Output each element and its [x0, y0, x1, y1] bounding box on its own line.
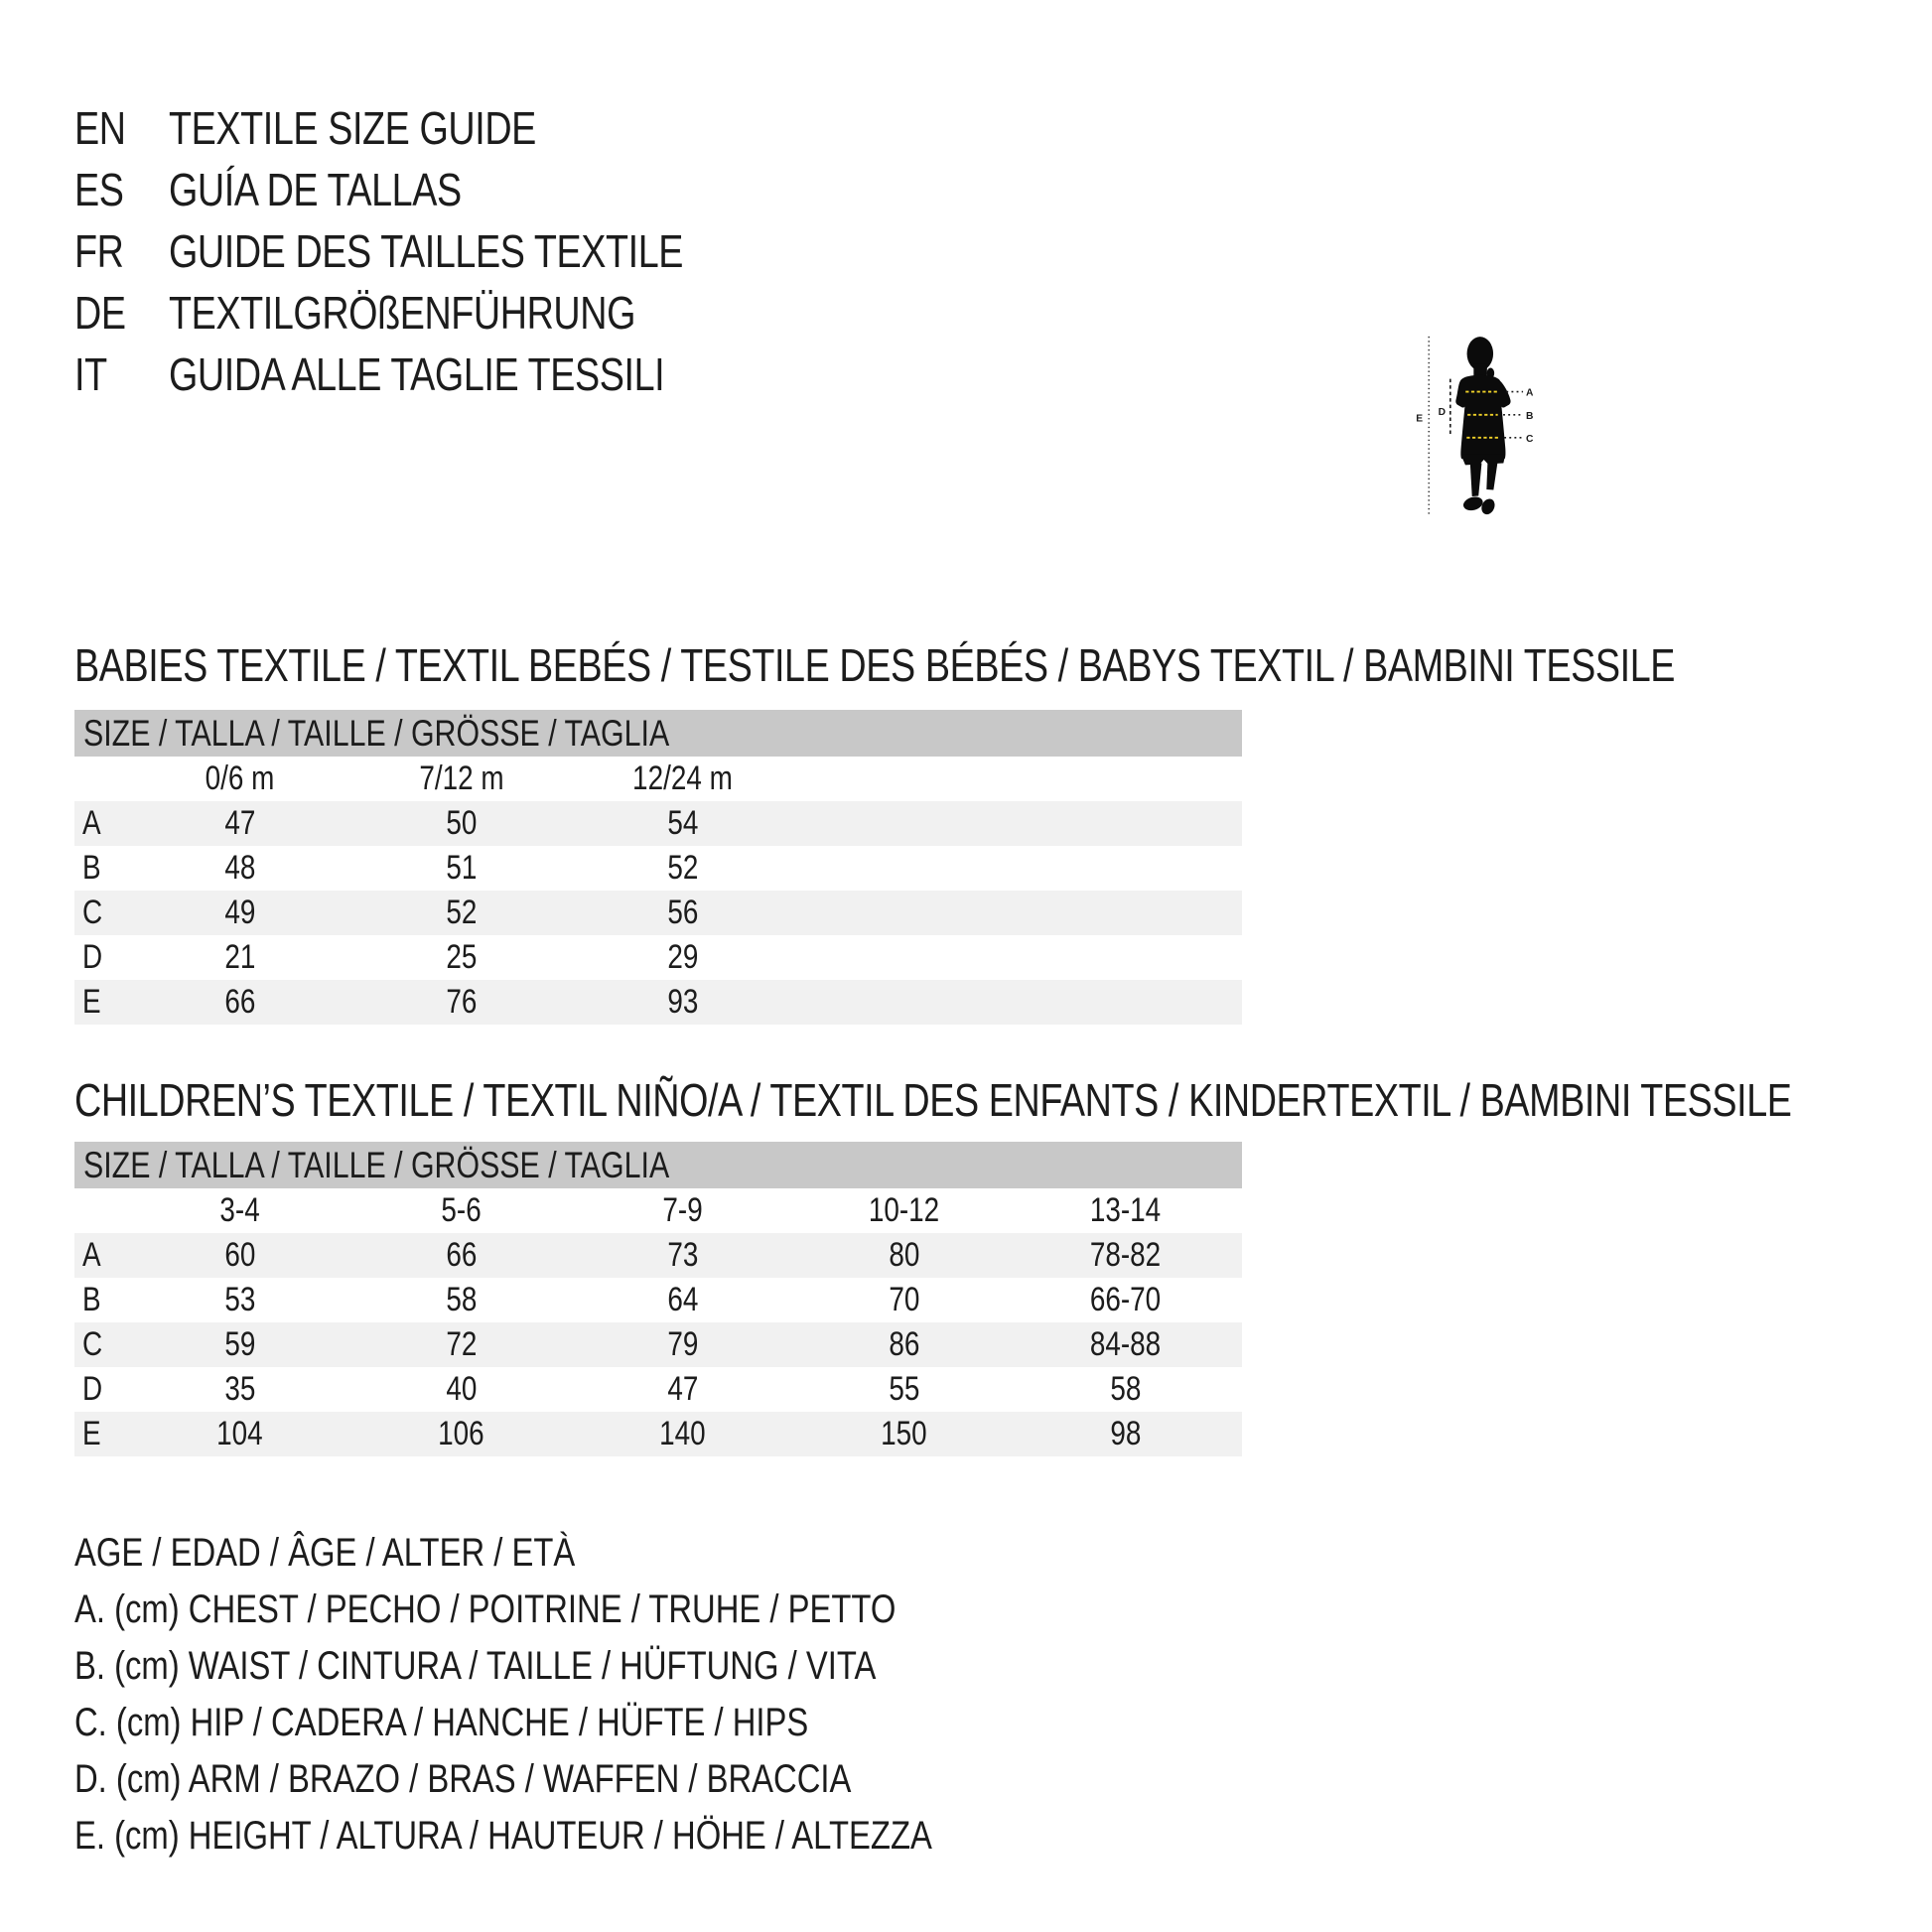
- figure-label-a: A: [1526, 387, 1534, 399]
- cell-value: 104: [216, 1415, 263, 1452]
- language-row-en: [74, 97, 796, 159]
- language-row-fr: [74, 220, 796, 282]
- language-title-list: [74, 97, 796, 405]
- cell-value: 54: [666, 804, 699, 842]
- cell-value: 49: [223, 894, 256, 931]
- row-label: C: [82, 1325, 103, 1363]
- row-label: D: [82, 1370, 103, 1408]
- row-label: B: [82, 1281, 101, 1318]
- language-code: DE: [74, 287, 126, 339]
- figure-label-c: C: [1526, 433, 1534, 445]
- legend-line-arm: D. (cm) ARM / BRAZO / BRAS / WAFFEN / BRACCIA: [74, 1757, 852, 1801]
- cell-value: 84-88: [1089, 1325, 1162, 1363]
- cell-value: 55: [888, 1370, 920, 1408]
- legend-line-hip: C. (cm) HIP / CADERA / HANCHE / HÜFTE / HIPS: [74, 1701, 809, 1744]
- language-row-it: [74, 344, 796, 405]
- cell-value: 56: [666, 894, 699, 931]
- language-title: GUIDE DES TAILLES TEXTILE: [169, 225, 684, 277]
- children-table-header-bar: SIZE / TALLA / TAILLE / GRÖSSE / TAGLIA: [74, 1142, 1242, 1188]
- table-row: [74, 935, 1242, 980]
- column-header: 5-6: [441, 1191, 482, 1229]
- table-row: [74, 1278, 1242, 1322]
- table-row: [74, 1412, 1242, 1456]
- cell-value: 48: [223, 849, 256, 887]
- row-label: B: [82, 849, 101, 887]
- table-row: [74, 1367, 1242, 1412]
- cell-value: 58: [1109, 1370, 1142, 1408]
- cell-value: 35: [223, 1370, 256, 1408]
- cell-value: 50: [445, 804, 478, 842]
- cell-value: 47: [666, 1370, 699, 1408]
- babies-column-header-row: [74, 757, 1242, 801]
- cell-value: 66-70: [1089, 1281, 1162, 1318]
- language-code: ES: [74, 164, 124, 215]
- babies-section-title: BABIES TEXTILE / TEXTIL BEBÉS / TESTILE DES BÉBÉS / BABYS TEXTIL / BAMBINI TESSILE: [74, 639, 1676, 691]
- table-row: [74, 846, 1242, 891]
- row-label: C: [82, 894, 103, 931]
- cell-value: 72: [445, 1325, 478, 1363]
- legend-line-height: E. (cm) HEIGHT / ALTURA / HAUTEUR / HÖHE / ALTEZZA: [74, 1814, 932, 1858]
- language-code: FR: [74, 225, 124, 277]
- cell-value: 78-82: [1089, 1236, 1162, 1274]
- cell-value: 53: [223, 1281, 256, 1318]
- row-label: A: [82, 804, 101, 842]
- table-row: [74, 1322, 1242, 1367]
- cell-value: 40: [445, 1370, 478, 1408]
- column-header: 13-14: [1089, 1191, 1162, 1229]
- table-row: [74, 1233, 1242, 1278]
- table-row: [74, 891, 1242, 935]
- column-header: 3-4: [219, 1191, 260, 1229]
- table-row: [74, 980, 1242, 1025]
- cell-value: 140: [659, 1415, 706, 1452]
- cell-value: 51: [445, 849, 478, 887]
- cell-value: 86: [888, 1325, 920, 1363]
- cell-value: 70: [888, 1281, 920, 1318]
- children-section-title: CHILDREN’S TEXTILE / TEXTIL NIÑO/A / TEXTIL DES ENFANTS / KINDERTEXTIL / BAMBINI TESSILE: [74, 1074, 1792, 1126]
- cell-value: 52: [445, 894, 478, 931]
- cell-value: 47: [223, 804, 256, 842]
- cell-value: 59: [223, 1325, 256, 1363]
- cell-value: 98: [1109, 1415, 1142, 1452]
- legend-line-waist: B. (cm) WAIST / CINTURA / TAILLE / HÜFTUNG / VITA: [74, 1644, 877, 1688]
- language-code: EN: [74, 102, 126, 154]
- language-row-es: [74, 159, 796, 220]
- cell-value: 25: [445, 938, 478, 976]
- language-title: GUIDA ALLE TAGLIE TESSILI: [169, 348, 665, 400]
- column-header: 7/12 m: [418, 759, 504, 797]
- legend-line-chest: A. (cm) CHEST / PECHO / POITRINE / TRUHE / PETTO: [74, 1587, 897, 1631]
- cell-value: 64: [666, 1281, 699, 1318]
- cell-value: 76: [445, 983, 478, 1021]
- row-label: D: [82, 938, 103, 976]
- cell-value: 66: [445, 1236, 478, 1274]
- row-label: E: [82, 1415, 101, 1452]
- cell-value: 80: [888, 1236, 920, 1274]
- cell-value: 21: [223, 938, 256, 976]
- language-title: TEXTILGRÖßENFÜHRUNG: [169, 287, 636, 339]
- column-header: 10-12: [868, 1191, 940, 1229]
- language-title: GUÍA DE TALLAS: [169, 164, 462, 215]
- child-silhouette-icon: [1455, 337, 1510, 516]
- cell-value: 58: [445, 1281, 478, 1318]
- table-row: [74, 801, 1242, 846]
- babies-table-header-bar: SIZE / TALLA / TAILLE / GRÖSSE / TAGLIA: [74, 710, 1242, 757]
- language-title: TEXTILE SIZE GUIDE: [169, 102, 536, 154]
- column-header: 7-9: [662, 1191, 703, 1229]
- cell-value: 73: [666, 1236, 699, 1274]
- cell-value: 79: [666, 1325, 699, 1363]
- language-row-de: [74, 282, 796, 344]
- figure-label-e: E: [1416, 413, 1424, 425]
- children-column-header-row: [74, 1188, 1242, 1233]
- cell-value: 60: [223, 1236, 256, 1274]
- children-size-table: [74, 1142, 1242, 1456]
- cell-value: 52: [666, 849, 699, 887]
- figure-label-d: D: [1438, 406, 1447, 418]
- figure-label-b: B: [1526, 410, 1534, 422]
- row-label: A: [82, 1236, 101, 1274]
- cell-value: 29: [666, 938, 699, 976]
- column-header: 12/24 m: [632, 759, 733, 797]
- column-header: 0/6 m: [205, 759, 275, 797]
- cell-value: 66: [223, 983, 256, 1021]
- cell-value: 93: [666, 983, 699, 1021]
- legend-line-age: AGE / EDAD / ÂGE / ALTER / ETÀ: [74, 1531, 576, 1575]
- language-code: IT: [74, 348, 107, 400]
- cell-value: 106: [438, 1415, 484, 1452]
- row-label: E: [82, 983, 101, 1021]
- cell-value: 150: [881, 1415, 927, 1452]
- measurement-legend: [74, 1525, 1120, 1864]
- babies-size-table: [74, 710, 1242, 1025]
